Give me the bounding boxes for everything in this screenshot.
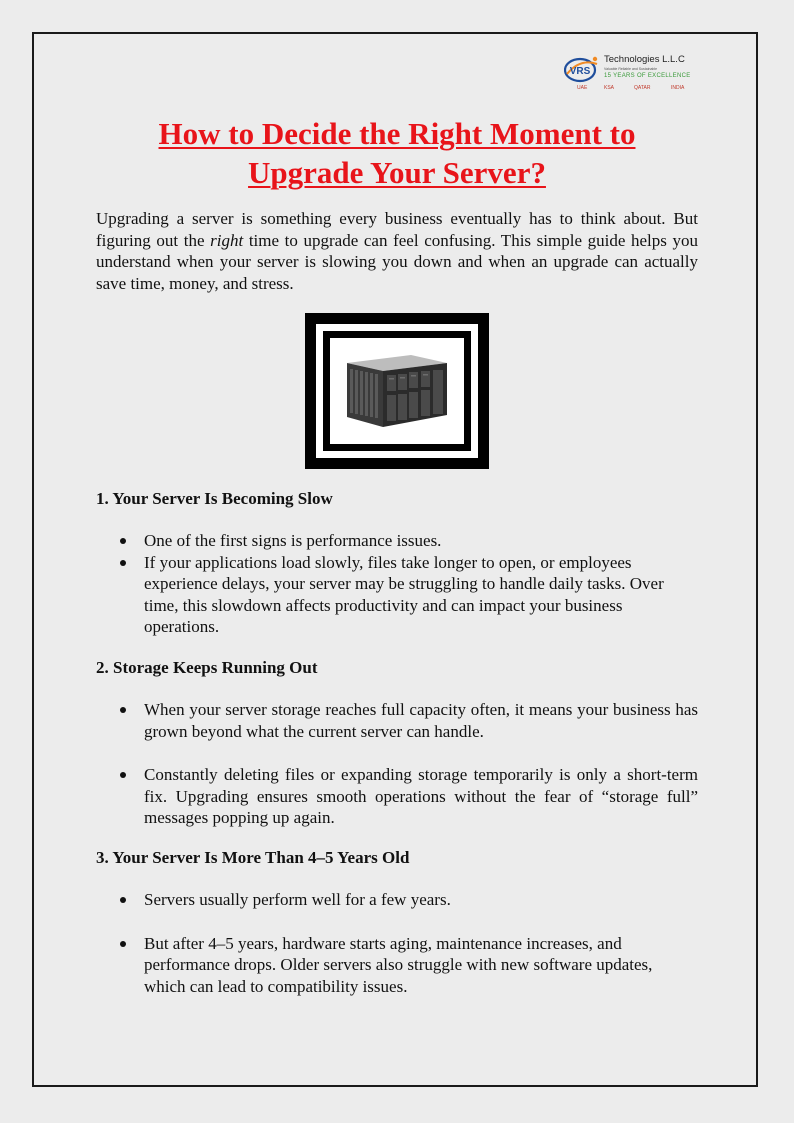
region-ksa: KSA bbox=[604, 85, 615, 91]
intro-emphasis: right bbox=[210, 230, 244, 250]
intro-part-2: time to upgrade can feel confusing. This simple guide helps you understand when your server is slowing you down and when an upgrade can actually save time, money, and stress. bbox=[96, 230, 699, 293]
bullet-icon bbox=[120, 772, 126, 778]
list-item: If your applications load slowly, files take longer to open, or employees experience delays, your server may be struggling to handle daily tasks. Over time, this slowdown affects productivity and can impact your business operations. bbox=[96, 552, 698, 638]
section-2-heading: 2. Storage Keeps Running Out bbox=[96, 658, 318, 677]
region-uae: UAE bbox=[577, 85, 588, 91]
section-1-heading: 1. Your Server Is Becoming Slow bbox=[96, 489, 333, 508]
bullet-icon bbox=[120, 560, 126, 566]
region-india: INDIA bbox=[671, 85, 685, 91]
server-chassis-icon bbox=[341, 353, 453, 429]
section-3-heading: 3. Your Server Is More Than 4–5 Years Old bbox=[96, 848, 410, 867]
hero-image bbox=[305, 313, 489, 469]
bullet-icon bbox=[120, 897, 126, 903]
page-title bbox=[96, 114, 698, 192]
list-item: When your server storage reaches full capacity often, it means your business has grown beyond what the current server can handle. bbox=[96, 699, 698, 742]
bullet-icon bbox=[120, 538, 126, 544]
company-logo bbox=[564, 52, 704, 94]
section-1-list bbox=[96, 530, 698, 638]
vrs-logo-icon bbox=[564, 54, 600, 84]
svg-text:VRS: VRS bbox=[569, 66, 591, 77]
list-item: Constantly deleting files or expanding storage temporarily is only a short-term fix. Upgrading ensures smooth operations without the fear of “storage full” messages popping up again. bbox=[96, 764, 698, 829]
list-item: One of the first signs is performance issues. bbox=[96, 530, 698, 552]
bullet-icon bbox=[120, 941, 126, 947]
logo-regions bbox=[577, 85, 684, 91]
list-item: Servers usually perform well for a few years. bbox=[96, 889, 698, 911]
logo-tagline: Valuable Reliable and Sustainable bbox=[604, 67, 658, 71]
intro-paragraph bbox=[96, 208, 698, 294]
logo-company-name: Technologies L.L.C bbox=[604, 54, 685, 65]
logo-years-badge: 15 YEARS OF EXCELLENCE bbox=[604, 73, 691, 79]
list-item: But after 4–5 years, hardware starts aging, maintenance increases, and performance drops. Older servers also struggle with new software updates, which can lead to compatibility issues. bbox=[96, 933, 698, 998]
bullet-icon bbox=[120, 707, 126, 713]
section-3-list bbox=[96, 889, 698, 997]
section-2-list bbox=[96, 699, 698, 829]
region-qatar: QATAR bbox=[634, 85, 651, 91]
title-line-1: How to Decide the Right Moment to bbox=[158, 116, 636, 151]
intro-part-1: Upgrading a server is something every business eventually has to think about. But figuring out the bbox=[96, 209, 698, 250]
title-line-2: Upgrade Your Server? bbox=[248, 155, 546, 190]
